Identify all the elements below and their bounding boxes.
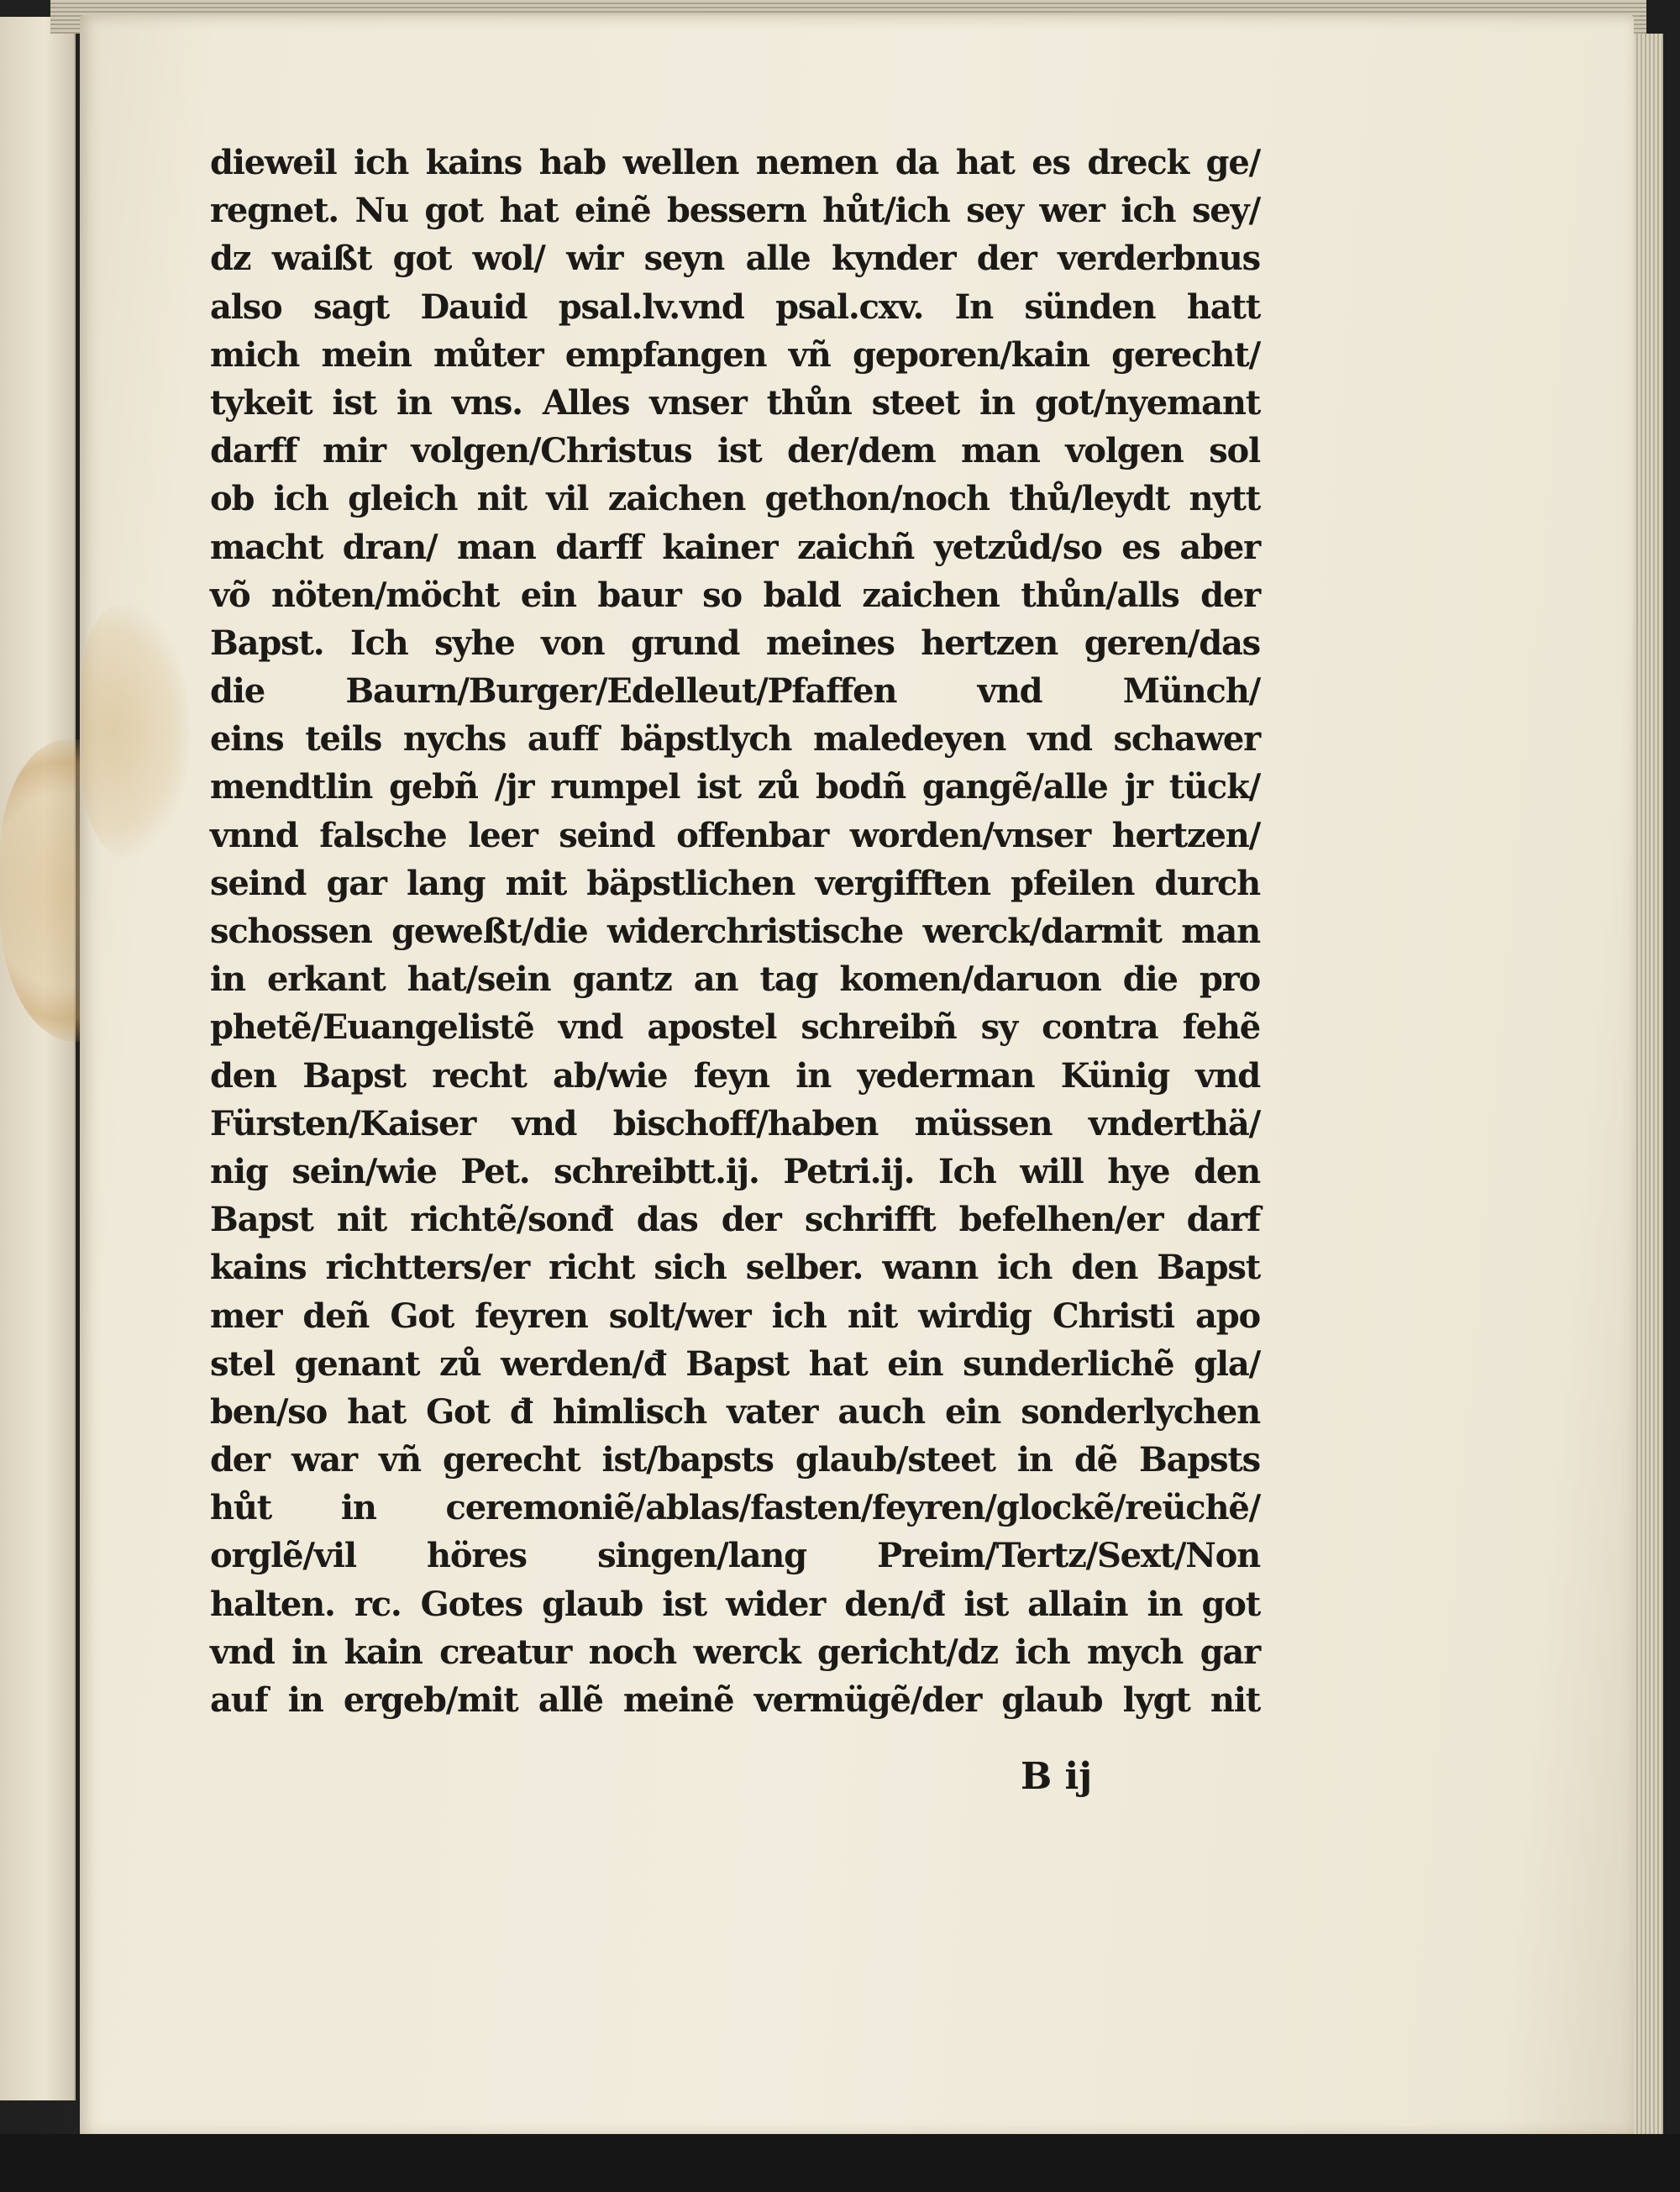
text-line: vnd in kain creatur noch werck gericht/dz ich mych gar	[210, 1632, 1260, 1672]
text-line: vnnd falsche leer seind offenbar worden/vnser hertzen/	[210, 815, 1260, 855]
text-line: eins teils nychs auff bäpstlych maledeyen vnd schawer	[210, 719, 1260, 760]
text-line: schossen geweßt/die widerchristische werck/darmit man	[210, 912, 1260, 951]
text-line: ben/so hat Got đ himlisch vater auch ein sonderlychen	[210, 1391, 1260, 1432]
text-line: stel genant zů werden/đ Bapst hat ein sunderlichẽ gla/	[210, 1343, 1260, 1384]
text-line: mer deñ Got feyren solt/wer ich nit wirdig Christi apo	[210, 1296, 1260, 1336]
text-line: orglẽ/vil höres singen/lang Preim/Tertz/Sext/Non	[210, 1536, 1260, 1576]
text-line: phetẽ/Euangelistẽ vnd apostel schreibñ sy contra fehẽ	[210, 1007, 1260, 1048]
text-line: ob ich gleich nit vil zaichen gethon/noch thů/leydt nytt	[210, 479, 1260, 519]
text-line: dz waißt got wol/ wir seyn alle kynder der verderbnus	[210, 239, 1260, 279]
text-line: dieweil ich kains hab wellen nemen da hat es dreck ge/	[210, 143, 1260, 182]
text-line: mich mein můter empfangen vñ geporen/kain gerecht/	[210, 334, 1260, 375]
text-line: halten. rc. Gotes glaub ist wider den/đ ist allain in got	[210, 1584, 1260, 1624]
signature-mark: B ij	[1021, 1755, 1093, 1798]
scan-bottom-margin	[0, 2134, 1680, 2192]
text-line: den Bapst recht ab/wie feyn in yederman Künig vnd	[210, 1055, 1260, 1096]
text-line: in erkant hat/sein gantz an tag komen/daruon die pro	[210, 959, 1260, 1000]
text-line: hůt in ceremoniẽ/ablas/fasten/feyren/glockẽ/reüchẽ/	[210, 1488, 1260, 1528]
text-line: darff mir volgen/Christus ist der/dem man volgen sol	[210, 431, 1260, 471]
facing-page-edge	[0, 17, 76, 2100]
text-line: also sagt Dauid psal.lv.vnd psal.cxv. In sünden hatt	[210, 286, 1260, 327]
text-line: die Baurn/Burger/Edelleut/Pfaffen vnd Münch/	[210, 671, 1260, 712]
text-line: seind gar lang mit bäpstlichen vergifften pfeilen durch	[210, 863, 1260, 903]
text-line: mendtlin gebñ /jr rumpel ist zů bodñ gangẽ/alle jr tück/	[210, 767, 1260, 807]
text-line: auf in ergeb/mit allẽ meinẽ vermügẽ/der glaub lygt nit	[210, 1680, 1260, 1720]
text-line: nig sein/wie Pet. schreibtt.ij. Petri.ij. Ich will hye den	[210, 1151, 1260, 1191]
text-line: regnet. Nu got hat einẽ bessern hůt/ich sey wer ich sey/	[210, 191, 1260, 231]
text-line: macht dran/ man darff kainer zaichñ yetzůd/so es aber	[210, 527, 1260, 567]
text-line: Bapst nit richtẽ/sonđ das der schrifft befelhen/er darf	[210, 1200, 1260, 1240]
text-line: kains richtters/er richt sich selber. wann ich den Bapst	[210, 1248, 1260, 1288]
body-text	[210, 139, 1260, 1724]
text-line: Bapst. Ich syhe von grund meines hertzen geren/das	[210, 623, 1260, 663]
text-line: Fürsten/Kaiser vnd bischoff/haben müssen vnderthä/	[210, 1103, 1260, 1143]
text-line: der war vñ gerecht ist/bapsts glaub/steet in dẽ Bapsts	[210, 1440, 1260, 1480]
text-line: tykeit ist in vns. Alles vnser thůn steet in got/nyemant	[210, 382, 1260, 423]
text-line: võ nöten/möcht ein baur so bald zaichen thůn/alls der	[210, 575, 1260, 615]
